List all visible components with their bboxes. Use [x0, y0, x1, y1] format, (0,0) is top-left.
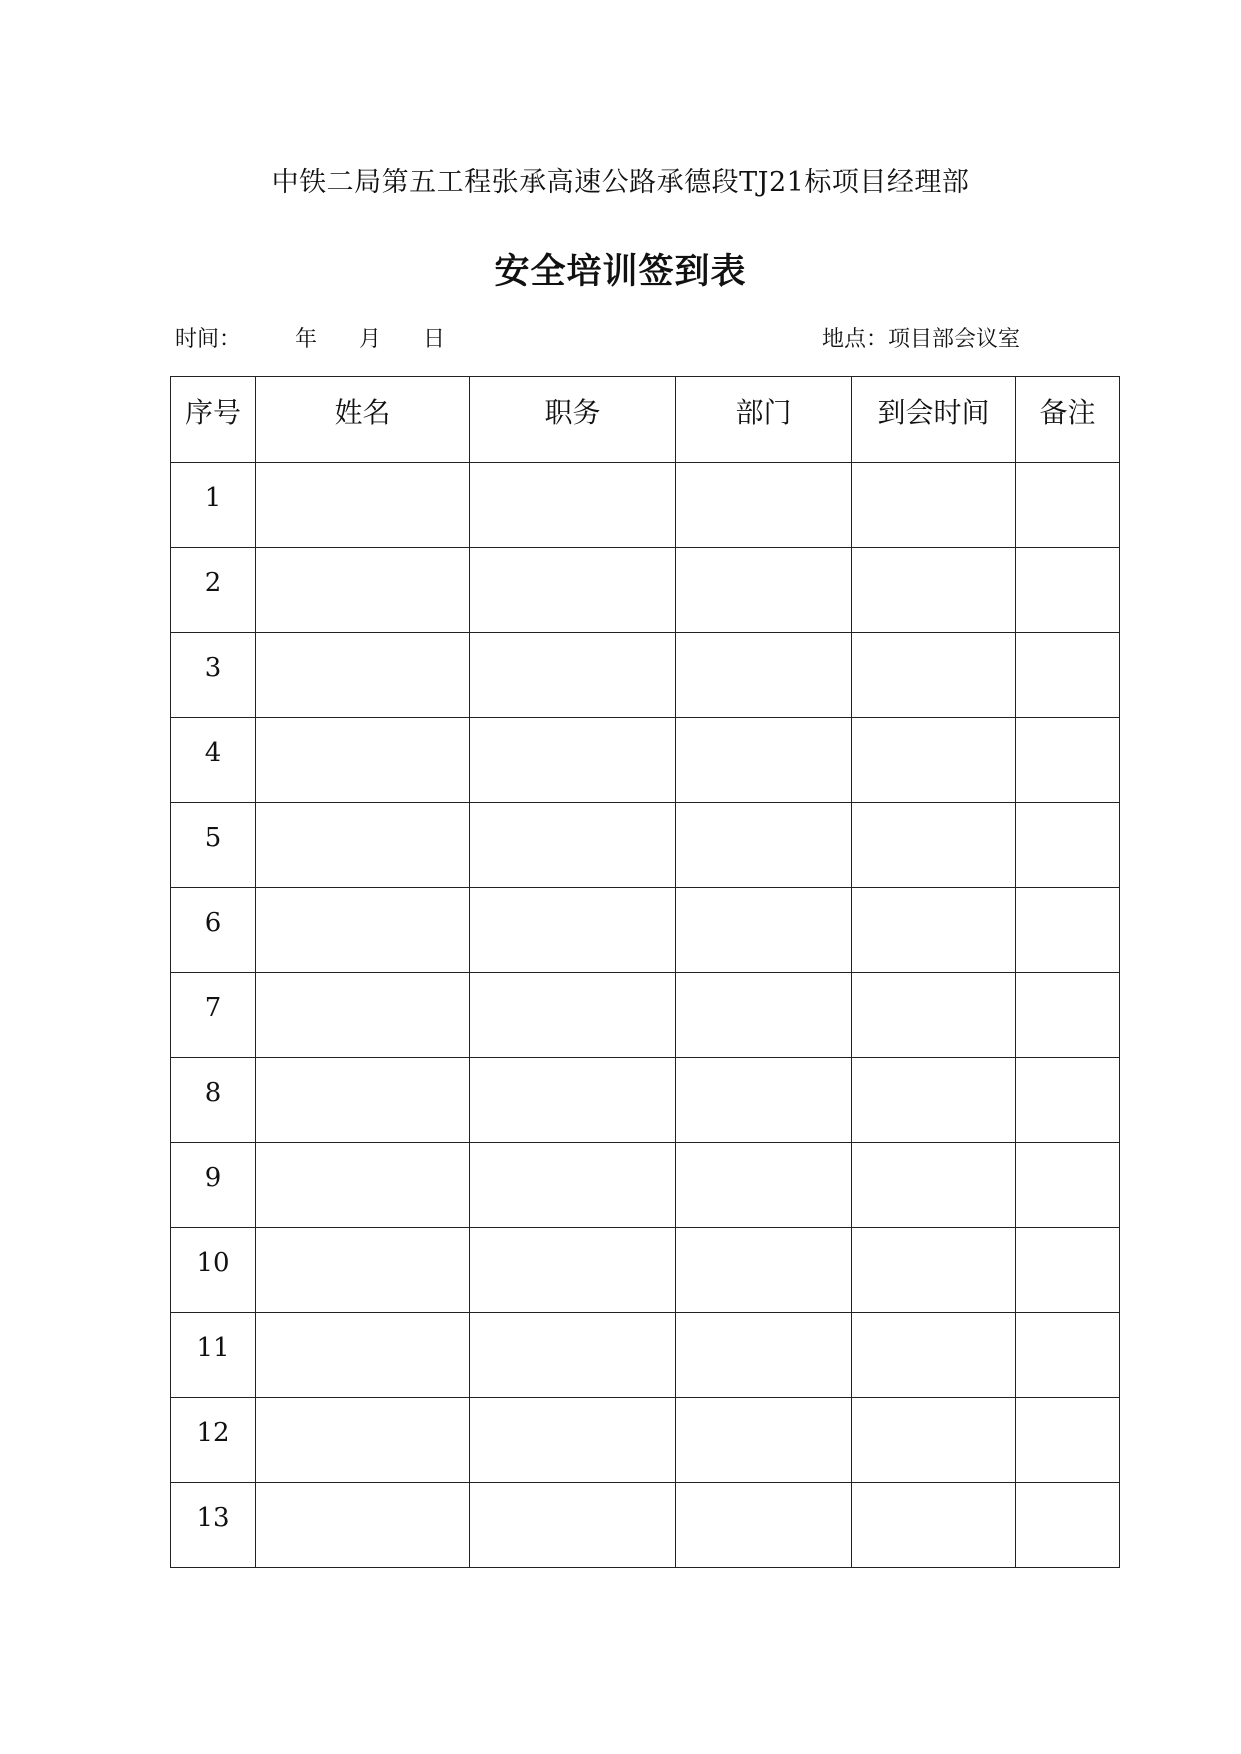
position-cell[interactable] — [470, 718, 676, 803]
position-cell[interactable] — [470, 973, 676, 1058]
remarks-cell[interactable] — [1016, 633, 1120, 718]
table-row — [171, 1483, 1120, 1568]
name-cell[interactable] — [256, 803, 470, 888]
department-cell[interactable] — [676, 463, 852, 548]
name-cell[interactable] — [256, 1228, 470, 1313]
arrival-time-cell[interactable] — [852, 973, 1016, 1058]
column-header-remarks: 备注 — [1016, 377, 1120, 463]
remarks-cell[interactable] — [1016, 973, 1120, 1058]
arrival-time-cell[interactable] — [852, 463, 1016, 548]
department-cell[interactable] — [676, 1058, 852, 1143]
department-cell[interactable] — [676, 718, 852, 803]
remarks-cell[interactable] — [1016, 463, 1120, 548]
position-cell[interactable] — [470, 803, 676, 888]
name-cell[interactable] — [256, 1483, 470, 1568]
column-header-arrival-time: 到会时间 — [852, 377, 1016, 463]
department-cell[interactable] — [676, 1313, 852, 1398]
organization-line: 中铁二局第五工程张承高速公路承德段TJ21标项目经理部 — [271, 167, 970, 198]
remarks-cell[interactable] — [1016, 1228, 1120, 1313]
position-cell[interactable] — [470, 888, 676, 973]
name-cell[interactable] — [256, 633, 470, 718]
remarks-cell[interactable] — [1016, 548, 1120, 633]
row-number-cell: 13 — [171, 1483, 256, 1568]
row-number-cell: 6 — [171, 888, 256, 973]
year-label: 年 — [295, 327, 318, 352]
table-row — [171, 1398, 1120, 1483]
row-number-cell: 7 — [171, 973, 256, 1058]
time-label: 时间： — [175, 327, 242, 352]
department-cell[interactable] — [676, 803, 852, 888]
row-number-cell: 11 — [171, 1313, 256, 1398]
document-title: 安全培训签到表 — [494, 251, 747, 292]
row-number-cell: 12 — [171, 1398, 256, 1483]
table-row — [171, 1058, 1120, 1143]
month-label: 月 — [359, 327, 382, 352]
row-number-cell: 10 — [171, 1228, 256, 1313]
arrival-time-cell[interactable] — [852, 633, 1016, 718]
department-cell[interactable] — [676, 888, 852, 973]
row-number-cell: 2 — [171, 548, 256, 633]
arrival-time-cell[interactable] — [852, 1398, 1016, 1483]
column-header-no: 序号 — [171, 377, 256, 463]
row-number-cell: 9 — [171, 1143, 256, 1228]
column-header-position: 职务 — [470, 377, 676, 463]
row-number-cell: 1 — [171, 463, 256, 548]
table-row — [171, 1228, 1120, 1313]
position-cell[interactable] — [470, 1398, 676, 1483]
name-cell[interactable] — [256, 1143, 470, 1228]
remarks-cell[interactable] — [1016, 1313, 1120, 1398]
name-cell[interactable] — [256, 463, 470, 548]
position-cell[interactable] — [470, 548, 676, 633]
position-cell[interactable] — [470, 1143, 676, 1228]
table-row — [171, 718, 1120, 803]
position-cell[interactable] — [470, 1228, 676, 1313]
arrival-time-cell[interactable] — [852, 1313, 1016, 1398]
arrival-time-cell[interactable] — [852, 1228, 1016, 1313]
table-row — [171, 973, 1120, 1058]
position-cell[interactable] — [470, 1483, 676, 1568]
table-row — [171, 548, 1120, 633]
department-cell[interactable] — [676, 548, 852, 633]
remarks-cell[interactable] — [1016, 888, 1120, 973]
remarks-cell[interactable] — [1016, 1398, 1120, 1483]
position-cell[interactable] — [470, 633, 676, 718]
table-row — [171, 463, 1120, 548]
table-body — [171, 463, 1120, 1568]
department-cell[interactable] — [676, 1228, 852, 1313]
arrival-time-cell[interactable] — [852, 1058, 1016, 1143]
arrival-time-cell[interactable] — [852, 888, 1016, 973]
column-header-department: 部门 — [676, 377, 852, 463]
arrival-time-cell[interactable] — [852, 1483, 1016, 1568]
table-row — [171, 888, 1120, 973]
table-header-row — [171, 377, 1120, 463]
name-cell[interactable] — [256, 973, 470, 1058]
name-cell[interactable] — [256, 1058, 470, 1143]
arrival-time-cell[interactable] — [852, 803, 1016, 888]
column-header-name: 姓名 — [256, 377, 470, 463]
remarks-cell[interactable] — [1016, 718, 1120, 803]
remarks-cell[interactable] — [1016, 1143, 1120, 1228]
remarks-cell[interactable] — [1016, 1483, 1120, 1568]
row-number-cell: 5 — [171, 803, 256, 888]
name-cell[interactable] — [256, 1313, 470, 1398]
department-cell[interactable] — [676, 633, 852, 718]
position-cell[interactable] — [470, 1058, 676, 1143]
arrival-time-cell[interactable] — [852, 718, 1016, 803]
day-label: 日 — [423, 327, 446, 352]
arrival-time-cell[interactable] — [852, 548, 1016, 633]
arrival-time-cell[interactable] — [852, 1143, 1016, 1228]
name-cell[interactable] — [256, 548, 470, 633]
name-cell[interactable] — [256, 1398, 470, 1483]
meeting-location: 地点：项目部会议室 — [822, 327, 1021, 352]
row-number-cell: 8 — [171, 1058, 256, 1143]
meeting-time — [175, 322, 445, 353]
row-number-cell: 3 — [171, 633, 256, 718]
department-cell[interactable] — [676, 1143, 852, 1228]
remarks-cell[interactable] — [1016, 1058, 1120, 1143]
position-cell[interactable] — [470, 463, 676, 548]
table-row — [171, 633, 1120, 718]
position-cell[interactable] — [470, 1313, 676, 1398]
department-cell[interactable] — [676, 1483, 852, 1568]
remarks-cell[interactable] — [1016, 803, 1120, 888]
department-cell[interactable] — [676, 1398, 852, 1483]
name-cell[interactable] — [256, 718, 470, 803]
department-cell[interactable] — [676, 973, 852, 1058]
signin-table — [170, 376, 1120, 1568]
row-number-cell: 4 — [171, 718, 256, 803]
table-row — [171, 1143, 1120, 1228]
name-cell[interactable] — [256, 888, 470, 973]
table-row — [171, 803, 1120, 888]
table-row — [171, 1313, 1120, 1398]
